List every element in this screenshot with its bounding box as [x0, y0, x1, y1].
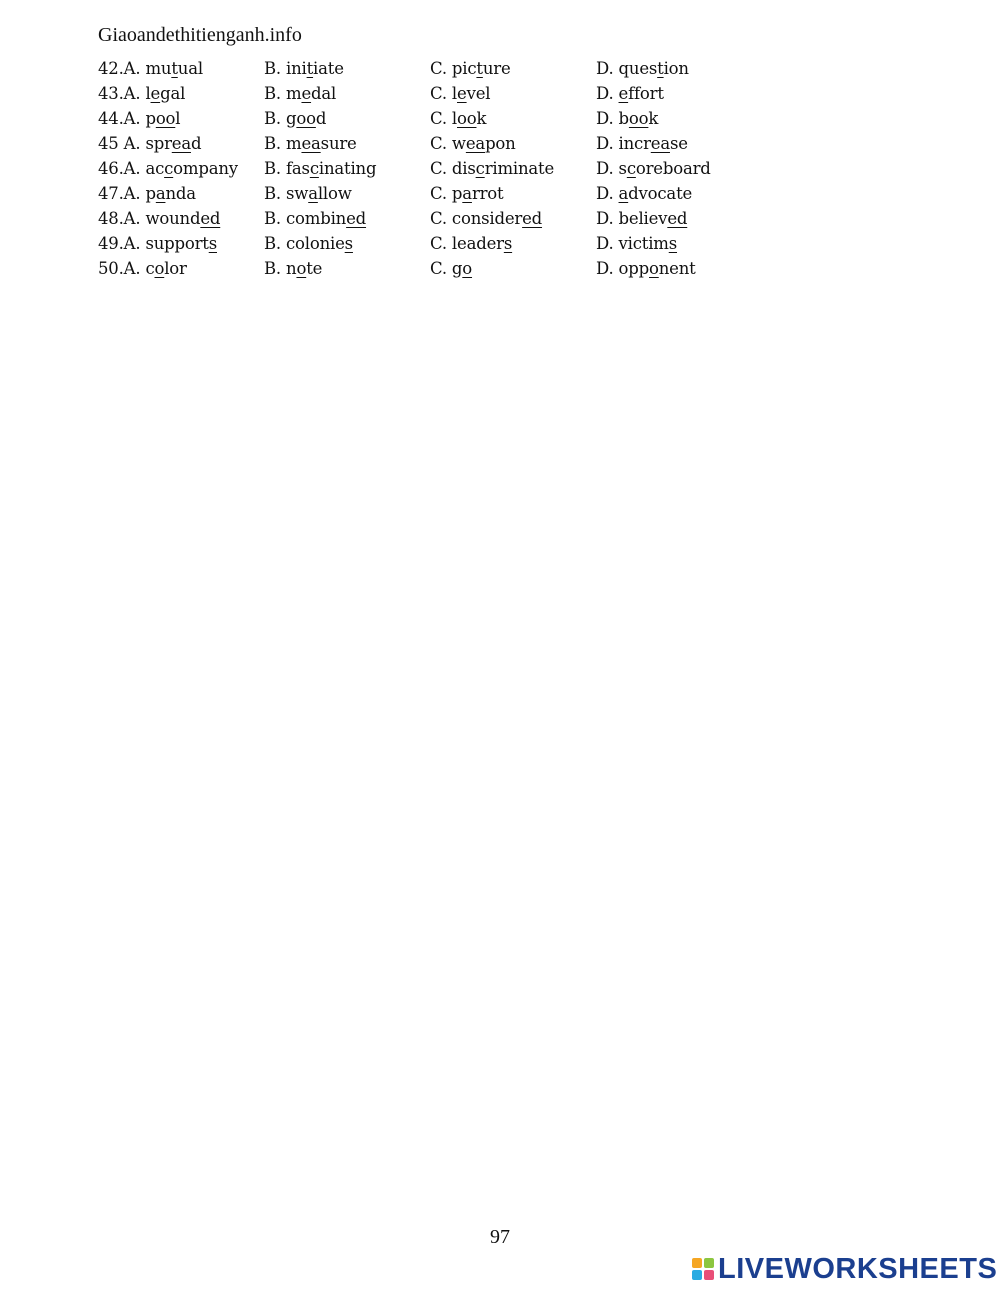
underlined-letters: ed	[522, 209, 543, 228]
underlined-letters: oo	[296, 109, 316, 128]
answer-option	[430, 181, 596, 206]
word-part: 46.A. ac	[98, 159, 165, 178]
answer-option	[596, 206, 762, 231]
word-part: D.	[596, 184, 619, 203]
word-part: B. sw	[264, 184, 309, 203]
word-part: d	[190, 134, 202, 153]
underlined-letters: o	[296, 259, 307, 278]
answer-option	[98, 231, 264, 256]
underlined-letters: t	[476, 59, 483, 78]
word-part: gal	[160, 84, 186, 103]
question-row	[98, 156, 818, 181]
answer-option	[430, 56, 596, 81]
logo-square-3	[692, 1270, 702, 1280]
answer-option	[98, 56, 264, 81]
answer-option	[430, 256, 596, 281]
underlined-letters: s	[208, 234, 217, 253]
answer-option	[430, 156, 596, 181]
answer-option	[430, 131, 596, 156]
underlined-letters: s	[344, 234, 353, 253]
word-part: ion	[663, 59, 689, 78]
word-part: 43.A. l	[98, 84, 151, 103]
answer-option	[596, 81, 762, 106]
underlined-letters: oo	[155, 109, 176, 128]
answer-option	[264, 206, 430, 231]
word-part: rrot	[471, 184, 504, 203]
word-part: D. believ	[596, 209, 668, 228]
word-part: C. w	[430, 134, 466, 153]
word-part: C. pic	[430, 59, 477, 78]
word-part: D.	[596, 84, 619, 103]
word-part: 44.A. p	[98, 109, 156, 128]
underlined-letters: s	[503, 234, 513, 253]
answer-option	[430, 206, 596, 231]
word-part: lor	[164, 259, 187, 278]
underlined-letters: ed	[200, 209, 221, 228]
question-row	[98, 106, 818, 131]
question-row	[98, 131, 818, 156]
word-part: te	[306, 259, 323, 278]
answer-option	[596, 181, 762, 206]
word-part: ure	[482, 59, 511, 78]
underlined-letters: o	[462, 259, 473, 278]
word-part: C. p	[430, 184, 463, 203]
word-part: B. n	[264, 259, 297, 278]
underlined-letters: e	[618, 84, 629, 103]
word-part: se	[669, 134, 688, 153]
underlined-letters: a	[155, 184, 166, 203]
underlined-letters: e	[457, 84, 467, 103]
underlined-letters: ea	[465, 134, 486, 153]
word-part: sure	[320, 134, 357, 153]
underlined-letters: ea	[301, 134, 321, 153]
answer-option	[98, 206, 264, 231]
underlined-letters: t	[657, 59, 664, 78]
site-header: Giaoandethitienganh.info	[98, 24, 302, 46]
answer-option	[596, 106, 762, 131]
answer-option	[264, 181, 430, 206]
word-part: D. opp	[596, 259, 649, 278]
answer-option	[264, 131, 430, 156]
answer-option	[264, 106, 430, 131]
answer-option	[98, 81, 264, 106]
word-part: B. m	[264, 134, 302, 153]
word-part: nda	[165, 184, 196, 203]
word-part: ual	[177, 59, 203, 78]
answer-option	[596, 131, 762, 156]
word-part: oreboard	[635, 159, 711, 178]
underlined-letters: t	[171, 59, 178, 78]
underlined-letters: o	[649, 259, 659, 278]
word-part: 42.A. mu	[98, 59, 172, 78]
underlined-letters: c	[626, 159, 636, 178]
word-part: D. b	[596, 109, 629, 128]
word-part: riminate	[484, 159, 555, 178]
word-part: iate	[313, 59, 344, 78]
word-part: k	[648, 109, 659, 128]
logo-square-1	[692, 1258, 702, 1268]
word-part: D. ques	[596, 59, 658, 78]
underlined-letters: e	[301, 84, 312, 103]
word-part: ompany	[173, 159, 238, 178]
underlined-letters: c	[164, 159, 174, 178]
question-row	[98, 231, 818, 256]
question-row	[98, 181, 818, 206]
answer-option	[98, 106, 264, 131]
word-part: C. consider	[430, 209, 523, 228]
answer-option	[98, 181, 264, 206]
underlined-letters: ed	[346, 209, 367, 228]
word-part: D. incr	[596, 134, 651, 153]
underlined-letters: a	[462, 184, 472, 203]
answer-option	[98, 131, 264, 156]
underlined-letters: ea	[650, 134, 670, 153]
brand-name: LIVEWORKSHEETS	[718, 1253, 998, 1285]
word-part: pon	[485, 134, 516, 153]
word-part: B. combin	[264, 209, 347, 228]
answer-option	[430, 106, 596, 131]
word-part: B. fas	[264, 159, 310, 178]
word-part: B. g	[264, 109, 297, 128]
answer-option	[98, 156, 264, 181]
answer-option	[264, 231, 430, 256]
underlined-letters: o	[154, 259, 165, 278]
answer-option	[596, 256, 762, 281]
word-part: B. colonie	[264, 234, 345, 253]
answer-option	[430, 81, 596, 106]
word-part: B. m	[264, 84, 302, 103]
underlined-letters: oo	[457, 109, 477, 128]
underlined-letters: a	[308, 184, 318, 203]
pronunciation-exercise	[98, 56, 818, 281]
question-row	[98, 81, 818, 106]
logo-square-2	[704, 1258, 714, 1268]
word-part: B. ini	[264, 59, 307, 78]
liveworksheets-brand[interactable]	[692, 1252, 997, 1286]
word-part: C. dis	[430, 159, 476, 178]
answer-option	[264, 56, 430, 81]
question-row	[98, 206, 818, 231]
underlined-letters: s	[668, 234, 678, 253]
word-part: llow	[317, 184, 352, 203]
word-part: nent	[658, 259, 696, 278]
word-part: D. victim	[596, 234, 669, 253]
underlined-letters: t	[306, 59, 314, 78]
word-part: vel	[466, 84, 491, 103]
logo-square-4	[704, 1270, 714, 1280]
word-part: 45 A. spr	[98, 134, 172, 153]
liveworksheets-logo-icon	[692, 1258, 714, 1280]
word-part: C. g	[430, 259, 463, 278]
answer-option	[98, 256, 264, 281]
underlined-letters: a	[618, 184, 629, 203]
answer-option	[264, 156, 430, 181]
word-part: 50.A. c	[98, 259, 155, 278]
word-part: ffort	[628, 84, 664, 103]
page-number: 97	[490, 1226, 510, 1248]
word-part: dal	[311, 84, 337, 103]
underlined-letters: oo	[628, 109, 649, 128]
underlined-letters: e	[150, 84, 161, 103]
word-part: dvocate	[628, 184, 693, 203]
underlined-letters: ea	[171, 134, 191, 153]
word-part: 47.A. p	[98, 184, 156, 203]
word-part: C. l	[430, 109, 458, 128]
question-row	[98, 256, 818, 281]
answer-option	[596, 231, 762, 256]
word-part: 48.A. wound	[98, 209, 201, 228]
underlined-letters: ed	[667, 209, 688, 228]
word-part: 49.A. support	[98, 234, 209, 253]
underlined-letters: c	[475, 159, 485, 178]
answer-option	[430, 231, 596, 256]
word-part: l	[175, 109, 181, 128]
word-part: d	[315, 109, 327, 128]
word-part: k	[476, 109, 487, 128]
word-part: C. leader	[430, 234, 504, 253]
underlined-letters: c	[309, 159, 319, 178]
word-part: D. s	[596, 159, 627, 178]
answer-option	[596, 156, 762, 181]
answer-option	[264, 81, 430, 106]
answer-option	[264, 256, 430, 281]
answer-option	[596, 56, 762, 81]
word-part: C. l	[430, 84, 458, 103]
question-row	[98, 56, 818, 81]
word-part: inating	[318, 159, 377, 178]
